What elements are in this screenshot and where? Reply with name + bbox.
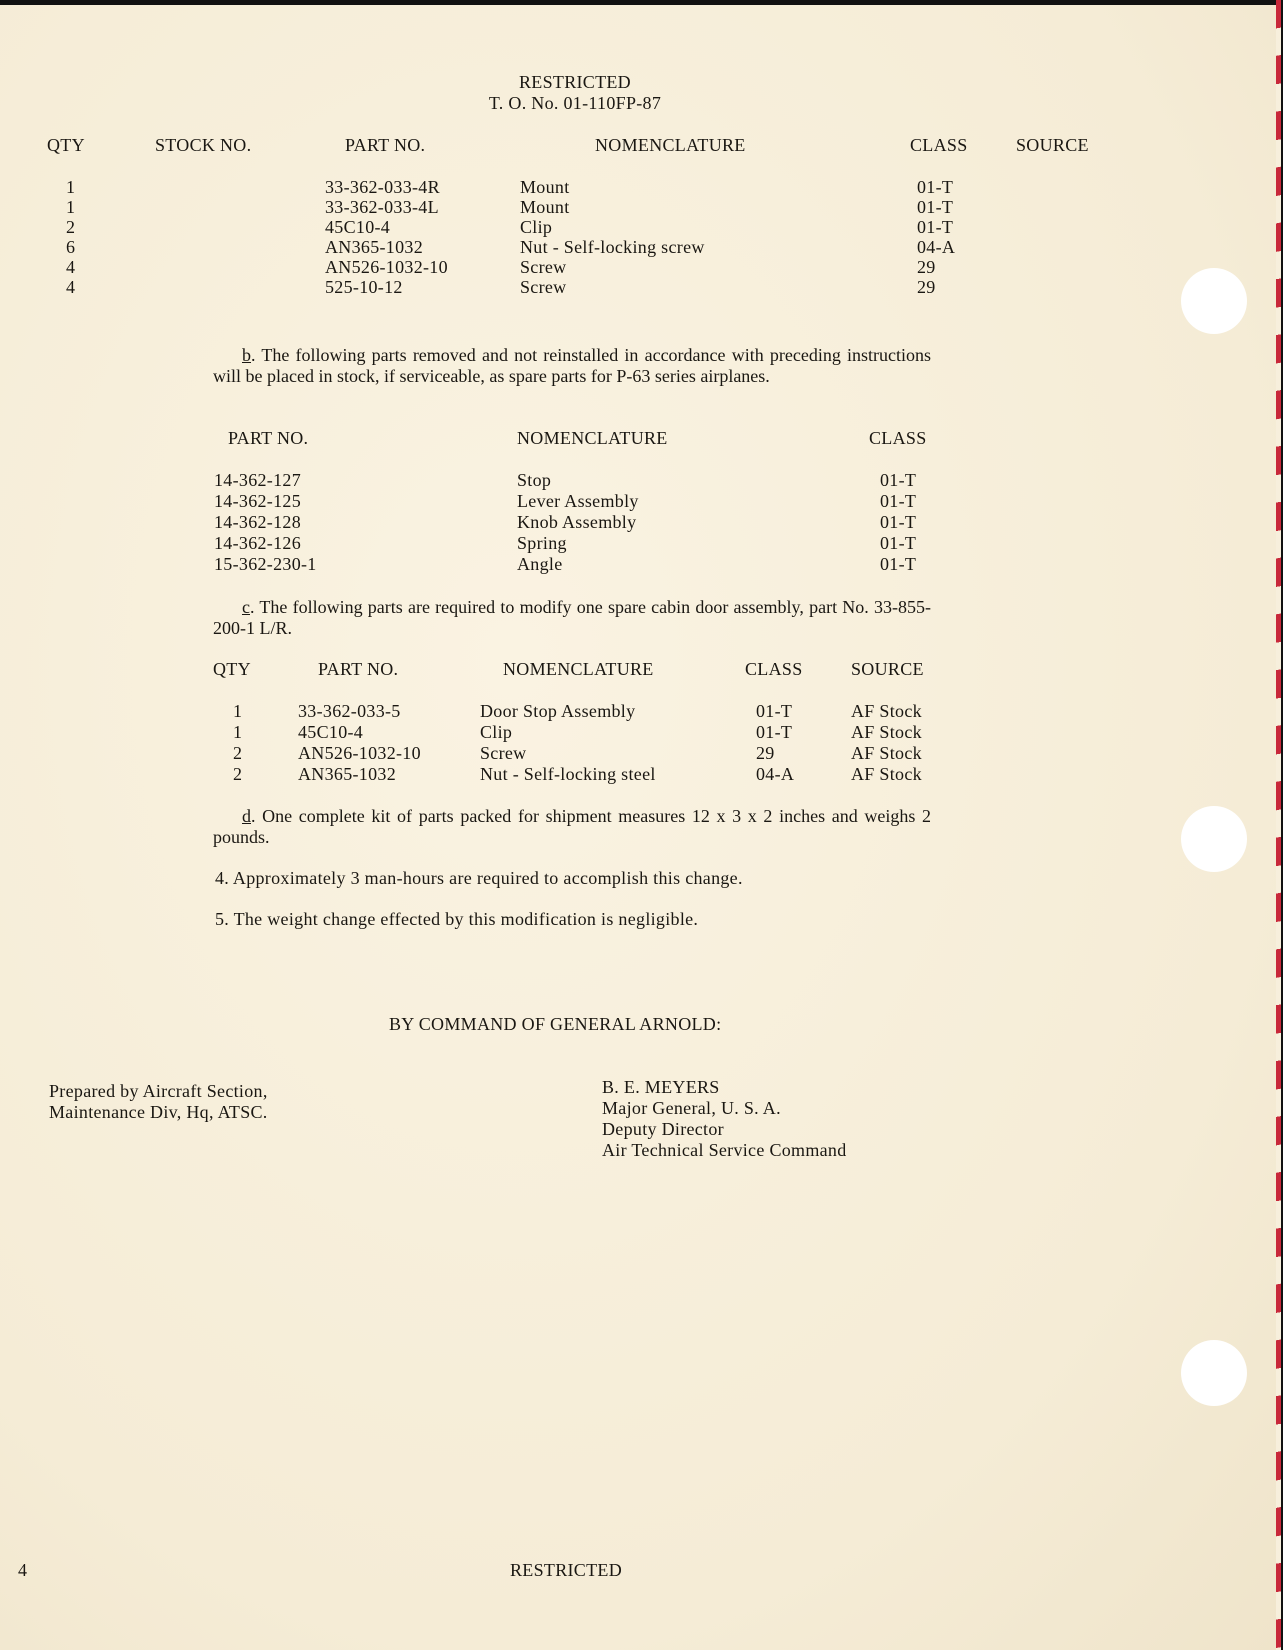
part-no-cell: 33-362-033-5 (298, 701, 401, 721)
scan-edge-top (0, 0, 1283, 5)
class-cell: 01-T (756, 722, 793, 742)
section-c-text: . The following parts are required to modify one spare cabin door assembly, part No. 33-855-200-1 L/R. (213, 597, 931, 638)
signatory-title: Deputy Director (602, 1119, 724, 1139)
header-classification: RESTRICTED (518, 72, 631, 92)
nomenclature-cell: Nut - Self-locking screw (520, 237, 705, 257)
class-cell: 29 (917, 257, 936, 277)
part-no-cell: 14-362-127 (214, 470, 301, 490)
nomenclature-cell: Mount (520, 197, 570, 217)
item-4: 4. Approximately 3 man-hours are required to accomplish this change. (215, 868, 743, 888)
qty-cell: 4 (66, 257, 76, 277)
part-no-cell: 14-362-126 (214, 533, 301, 553)
part-no-cell: 45C10-4 (298, 722, 364, 742)
col-header-source: SOURCE (1016, 135, 1089, 155)
nomenclature-cell: Lever Assembly (517, 491, 639, 511)
nomenclature-cell: Clip (520, 217, 553, 237)
qty-cell: 1 (66, 197, 76, 217)
qty-cell: 1 (66, 177, 76, 197)
class-cell: 01-T (917, 177, 954, 197)
nomenclature-cell: Screw (480, 743, 527, 763)
part-no-cell: 33-362-033-4R (325, 177, 440, 197)
qty-cell: 2 (233, 743, 243, 763)
source-cell: AF Stock (851, 722, 922, 742)
col-header-part-no: PART NO. (318, 659, 399, 679)
section-d-paragraph (213, 806, 931, 848)
col-header-part-no: PART NO. (345, 135, 426, 155)
part-no-cell: 45C10-4 (325, 217, 391, 237)
signatory-organization: Air Technical Service Command (602, 1140, 847, 1160)
col-header-part-no: PART NO. (228, 428, 309, 448)
section-d-text: . One complete kit of parts packed for shipment measures 12 x 3 x 2 inches and weighs 2 pounds. (213, 806, 931, 847)
class-cell: 01-T (880, 470, 917, 490)
nomenclature-cell: Knob Assembly (517, 512, 637, 532)
nomenclature-cell: Mount (520, 177, 570, 197)
section-b-paragraph (213, 345, 931, 387)
part-no-cell: 15-362-230-1 (214, 554, 317, 574)
section-d-letter: d (242, 806, 251, 826)
part-no-cell: 14-362-128 (214, 512, 301, 532)
class-cell: 01-T (880, 512, 917, 532)
nomenclature-cell: Spring (517, 533, 567, 553)
qty-cell: 2 (66, 217, 76, 237)
part-no-cell: AN365-1032 (298, 764, 396, 784)
punch-hole-top (1181, 268, 1247, 334)
class-cell: 04-A (917, 237, 956, 257)
col-header-nomenclature: NOMENCLATURE (517, 428, 668, 448)
col-header-nomenclature: NOMENCLATURE (595, 135, 746, 155)
col-header-stock-no: STOCK NO. (155, 135, 252, 155)
nomenclature-cell: Screw (520, 257, 567, 277)
source-cell: AF Stock (851, 764, 922, 784)
section-b-text: . The following parts removed and not reinstalled in accordance with preceding instructions will be placed in stock, if serviceable, as spare parts for P-63 series airplanes. (213, 345, 931, 386)
col-header-nomenclature: NOMENCLATURE (503, 659, 654, 679)
class-cell: 01-T (917, 197, 954, 217)
section-c-paragraph (213, 597, 931, 639)
qty-cell: 2 (233, 764, 243, 784)
signatory-name: B. E. MEYERS (602, 1077, 720, 1097)
item-5: 5. The weight change effected by this modification is negligible. (215, 909, 699, 929)
col-header-source: SOURCE (851, 659, 924, 679)
class-cell: 01-T (756, 701, 793, 721)
part-no-cell: AN365-1032 (325, 237, 423, 257)
nomenclature-cell: Stop (517, 470, 552, 490)
punch-hole-bottom (1181, 1340, 1247, 1406)
punch-hole-middle (1181, 806, 1247, 872)
class-cell: 01-T (880, 554, 917, 574)
nomenclature-cell: Screw (520, 277, 567, 297)
nomenclature-cell: Clip (480, 722, 513, 742)
signatory-rank: Major General, U. S. A. (602, 1098, 781, 1118)
col-header-class: CLASS (910, 135, 968, 155)
qty-cell: 1 (233, 701, 243, 721)
nomenclature-cell: Door Stop Assembly (480, 701, 636, 721)
prepared-by-line: Prepared by Aircraft Section, (49, 1081, 268, 1101)
qty-cell: 4 (66, 277, 76, 297)
source-cell: AF Stock (851, 701, 922, 721)
class-cell: 29 (917, 277, 936, 297)
class-cell: 01-T (880, 491, 917, 511)
col-header-class: CLASS (745, 659, 803, 679)
col-header-qty: QTY (47, 135, 85, 155)
footer-classification: RESTRICTED (510, 1560, 623, 1580)
page-number: 4 (18, 1560, 28, 1580)
class-cell: 01-T (880, 533, 917, 553)
prepared-by-line: Maintenance Div, Hq, ATSC. (49, 1102, 268, 1122)
nomenclature-cell: Nut - Self-locking steel (480, 764, 656, 784)
source-cell: AF Stock (851, 743, 922, 763)
part-no-cell: 33-362-033-4L (325, 197, 439, 217)
section-c-letter: c (242, 597, 250, 617)
part-no-cell: AN526-1032-10 (298, 743, 421, 763)
to-number: T. O. No. 01-110FP-87 (488, 93, 662, 113)
class-cell: 01-T (917, 217, 954, 237)
part-no-cell: 14-362-125 (214, 491, 301, 511)
qty-cell: 6 (66, 237, 76, 257)
nomenclature-cell: Angle (517, 554, 563, 574)
section-b-letter: b (242, 345, 251, 365)
class-cell: 04-A (756, 764, 795, 784)
part-no-cell: 525-10-12 (325, 277, 403, 297)
col-header-qty: QTY (213, 659, 251, 679)
command-line: BY COMMAND OF GENERAL ARNOLD: (389, 1014, 722, 1034)
part-no-cell: AN526-1032-10 (325, 257, 448, 277)
class-cell: 29 (756, 743, 775, 763)
col-header-class: CLASS (869, 428, 927, 448)
qty-cell: 1 (233, 722, 243, 742)
